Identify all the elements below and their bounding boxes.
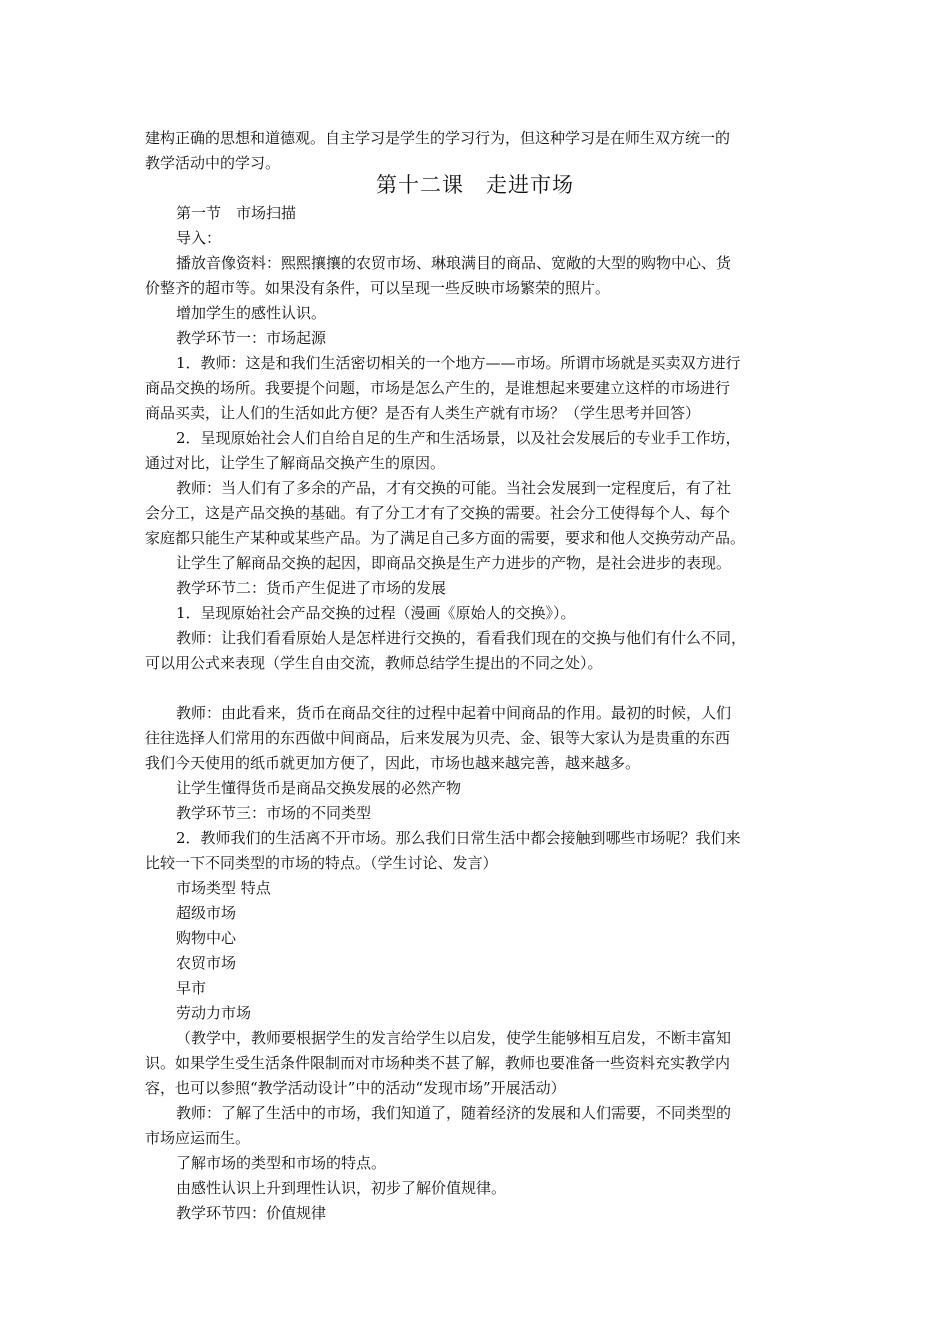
text-line: 让学生了解商品交换的起因，即商品交换是生产力进步的产物，是社会进步的表现。 xyxy=(176,554,732,572)
market-table-header: 市场类型 特点 xyxy=(176,879,271,897)
text-line: 教师：由此看来，货币在商品交往的过程中起着中间商品的作用。最初的时候，人们 xyxy=(176,704,732,722)
text-line: 了解市场的类型和市场的特点。 xyxy=(176,1154,387,1172)
text-line: 往往选择人们常用的东西做中间商品，后来发展为贝壳、金、银等大家认为是贵重的东西 xyxy=(145,729,731,747)
market-type-item: 劳动力市场 xyxy=(176,1004,252,1022)
text-line: 2．教师我们的生活离不开市场。那么我们日常生活中都会接触到哪些市场呢？我们来 xyxy=(176,829,741,847)
market-type-item: 购物中心 xyxy=(176,929,237,947)
subsection-heading: 教学环节四：价值规律 xyxy=(176,1204,327,1222)
text-line: 市场应运而生。 xyxy=(145,1129,251,1147)
subsection-heading: 教学环节三：市场的不同类型 xyxy=(176,804,372,822)
text-line: 教师：了解了生活中的市场，我们知道了，随着经济的发展和人们需要，不同类型的 xyxy=(176,1104,732,1122)
text-line: 价整齐的超市等。如果没有条件，可以呈现一些反映市场繁荣的照片。 xyxy=(145,279,611,297)
text-line: 我们今天使用的纸币就更加方便了，因此，市场也越来越完善，越来越多。 xyxy=(145,754,641,772)
text-line: 商品交换的场所。我要提个问题，市场是怎么产生的，是谁想起来要建立这样的市场进行 xyxy=(145,379,731,397)
subsection-heading: 教学环节一：市场起源 xyxy=(176,329,327,347)
text-line: 由感性认识上升到理性认识，初步了解价值规律。 xyxy=(176,1179,507,1197)
text-line: 教师：让我们看看原始人是怎样进行交换的，看看我们现在的交换与他们有什么不同， xyxy=(176,629,747,647)
text-line: 导入： xyxy=(176,229,222,247)
text-line: 让学生懂得货币是商品交换发展的必然产物 xyxy=(176,779,462,797)
market-type-item: 超级市场 xyxy=(176,904,237,922)
subsection-heading: 教学环节二：货币产生促进了市场的发展 xyxy=(176,579,447,597)
text-line: 比较一下不同类型的市场的特点。（学生讨论、发言） xyxy=(145,854,498,872)
text-line: 建构正确的思想和道德观。自主学习是学生的学习行为，但这种学习是在师生双方统一的 xyxy=(145,129,731,147)
market-type-item: 农贸市场 xyxy=(176,954,237,972)
text-line: 家庭都只能生产某种或某些产品。为了满足自己多方面的需要，要求和他人交换劳动产品。 xyxy=(145,529,746,547)
text-line: 识。如果学生受生活条件限制而对市场种类不甚了解，教师也要准备一些资料充实教学内 xyxy=(145,1054,731,1072)
text-line: 会分工，这是产品交换的基础。有了分工才有了交换的需要。社会分工使得每个人、每个 xyxy=(145,504,731,522)
text-line: 商品买卖，让人们的生活如此方便？是否有人类生产就有市场？（学生思考并回答） xyxy=(145,404,701,422)
text-line: 容，也可以参照“教学活动设计”中的活动“发现市场”开展活动） xyxy=(145,1079,566,1097)
text-line: 教学活动中的学习。 xyxy=(145,154,281,172)
text-line: 1．呈现原始社会产品交换的过程（漫画《原始人的交换》）。 xyxy=(176,604,576,622)
text-line: 教师：当人们有了多余的产品，才有交换的可能。当社会发展到一定程度后，有了社 xyxy=(176,479,732,497)
text-line: 1．教师：这是和我们生活密切相关的一个地方——市场。所谓市场就是买卖双方进行 xyxy=(176,354,741,372)
text-line: （教学中，教师要根据学生的发言给学生以启发，使学生能够相互启发，不断丰富知 xyxy=(176,1029,732,1047)
text-line: 通过对比，让学生了解商品交换产生的原因。 xyxy=(145,454,446,472)
text-line: 播放音像资料：熙熙攘攘的农贸市场、琳琅满目的商品、宽敞的大型的购物中心、货 xyxy=(176,254,732,272)
text-line: 增加学生的感性认识。 xyxy=(176,304,327,322)
lesson-title: 第十二课 走进市场 xyxy=(376,173,574,197)
market-type-item: 早市 xyxy=(176,979,207,997)
text-line: 可以用公式来表现（学生自由交流，教师总结学生提出的不同之处）。 xyxy=(145,654,603,672)
section-heading: 第一节 市场扫描 xyxy=(176,204,297,222)
text-line: 2．呈现原始社会人们自给自足的生产和生活场景，以及社会发展后的专业手工作坊， xyxy=(176,429,741,447)
